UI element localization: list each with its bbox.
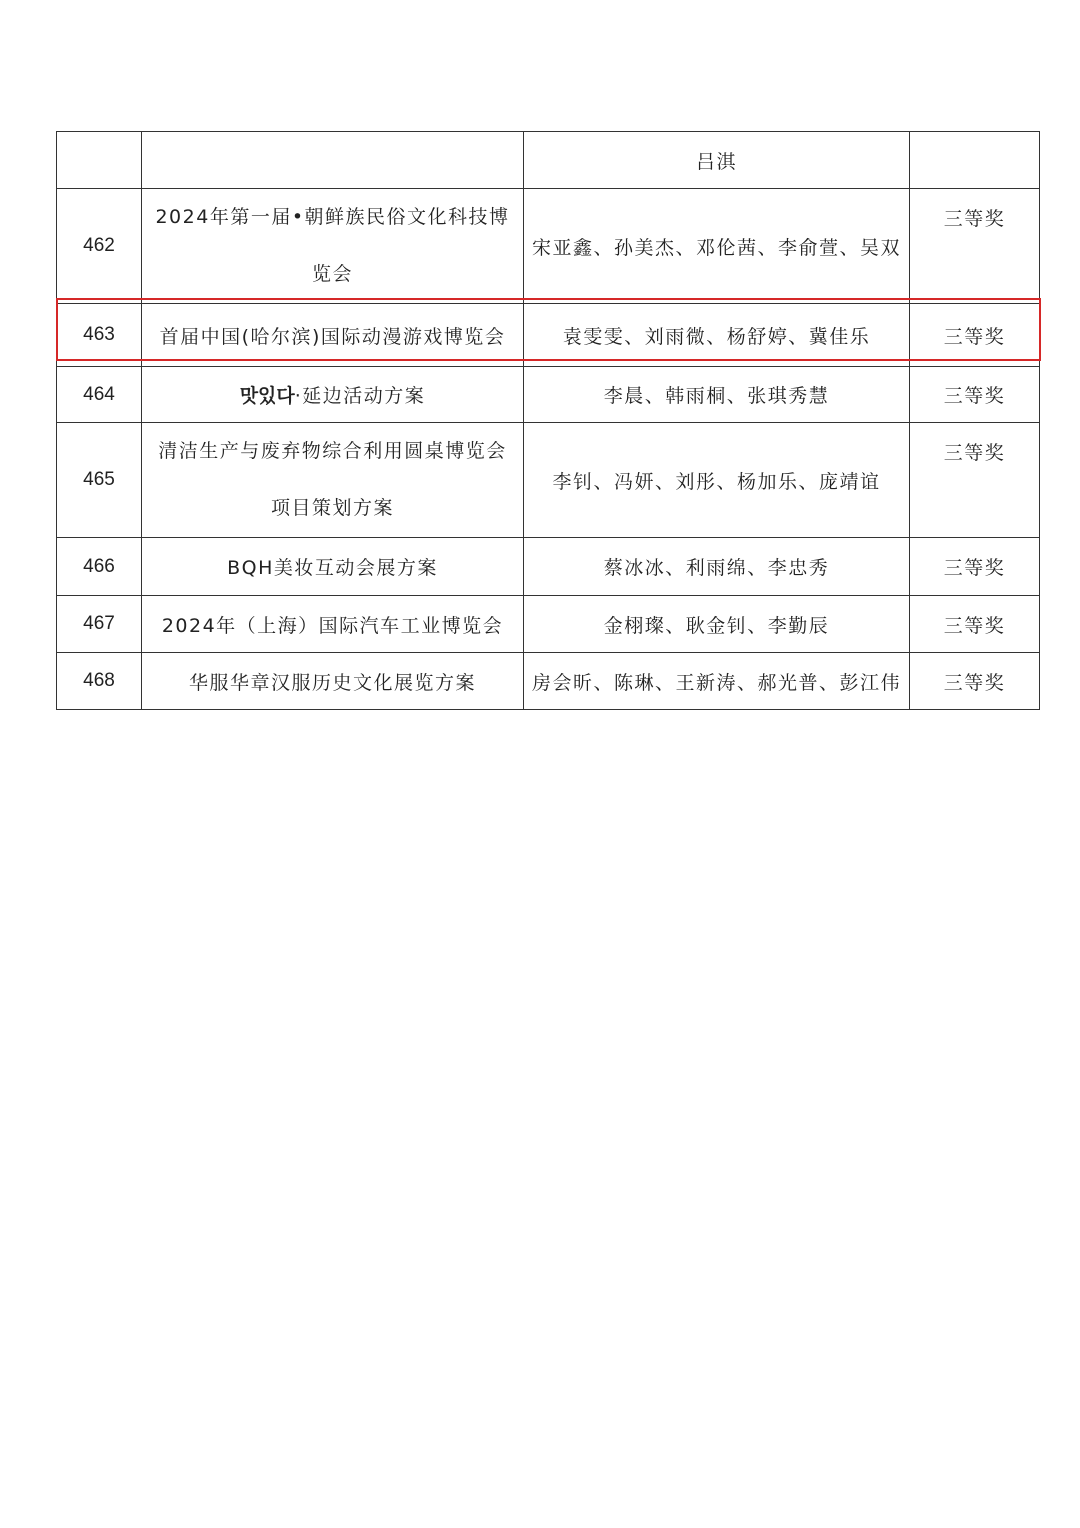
row-index-cell: 468 (57, 653, 142, 710)
award-table (56, 131, 1040, 710)
row-names-cell: 房会昕、陈琳、王新涛、郝光普、彭江伟 (524, 653, 910, 710)
row-index-cell: 466 (57, 538, 142, 596)
title-text: ·延边活动方案 (294, 385, 426, 407)
row-award-cell: 三等奖 (910, 538, 1040, 596)
table-row (57, 423, 1040, 538)
row-award-cell: 三等奖 (910, 653, 1040, 710)
row-award-cell (910, 132, 1040, 189)
row-award-cell: 三等奖 (910, 367, 1040, 423)
table-row (57, 653, 1040, 710)
table-row (57, 367, 1040, 423)
row-title-cell (142, 132, 524, 189)
row-award-cell: 三等奖 (910, 189, 1040, 304)
row-index-cell: 462 (57, 189, 142, 304)
row-title-cell: 华服华章汉服历史文化展览方案 (142, 653, 524, 710)
row-index-cell: 464 (57, 367, 142, 423)
korean-title-text: 맛있다 (239, 385, 295, 407)
row-index-cell: 463 (57, 304, 142, 367)
row-award-cell: 三等奖 (910, 423, 1040, 538)
row-index-cell: 465 (57, 423, 142, 538)
table-row (57, 596, 1040, 653)
table-row-highlighted (57, 304, 1040, 367)
row-names-cell: 袁雯雯、刘雨微、杨舒婷、冀佳乐 (524, 304, 910, 367)
row-title-cell: 2024年（上海）国际汽车工业博览会 (142, 596, 524, 653)
row-title-cell: 首届中国(哈尔滨)国际动漫游戏博览会 (142, 304, 524, 367)
row-names-cell: 李晨、韩雨桐、张琪秀慧 (524, 367, 910, 423)
table-row (57, 538, 1040, 596)
row-names-cell: 金栩璨、耿金钊、李勤辰 (524, 596, 910, 653)
row-title-cell (142, 367, 524, 423)
row-names-cell: 蔡冰冰、利雨绵、李忠秀 (524, 538, 910, 596)
row-title-cell: 2024年第一届•朝鲜族民俗文化科技博览会 (142, 189, 524, 304)
row-names-cell: 宋亚鑫、孙美杰、邓伦茜、李俞萱、吴双 (524, 189, 910, 304)
row-names-cell: 李钊、冯妍、刘彤、杨加乐、庞靖谊 (524, 423, 910, 538)
row-index-cell: 467 (57, 596, 142, 653)
row-names-cell: 吕淇 (524, 132, 910, 189)
row-title-cell: 清洁生产与废弃物综合利用圆桌博览会项目策划方案 (142, 423, 524, 538)
row-award-cell: 三等奖 (910, 304, 1040, 367)
row-title-cell: BQH美妆互动会展方案 (142, 538, 524, 596)
table-row (57, 189, 1040, 304)
row-index-cell (57, 132, 142, 189)
table-row-continued (57, 132, 1040, 189)
row-award-cell: 三等奖 (910, 596, 1040, 653)
